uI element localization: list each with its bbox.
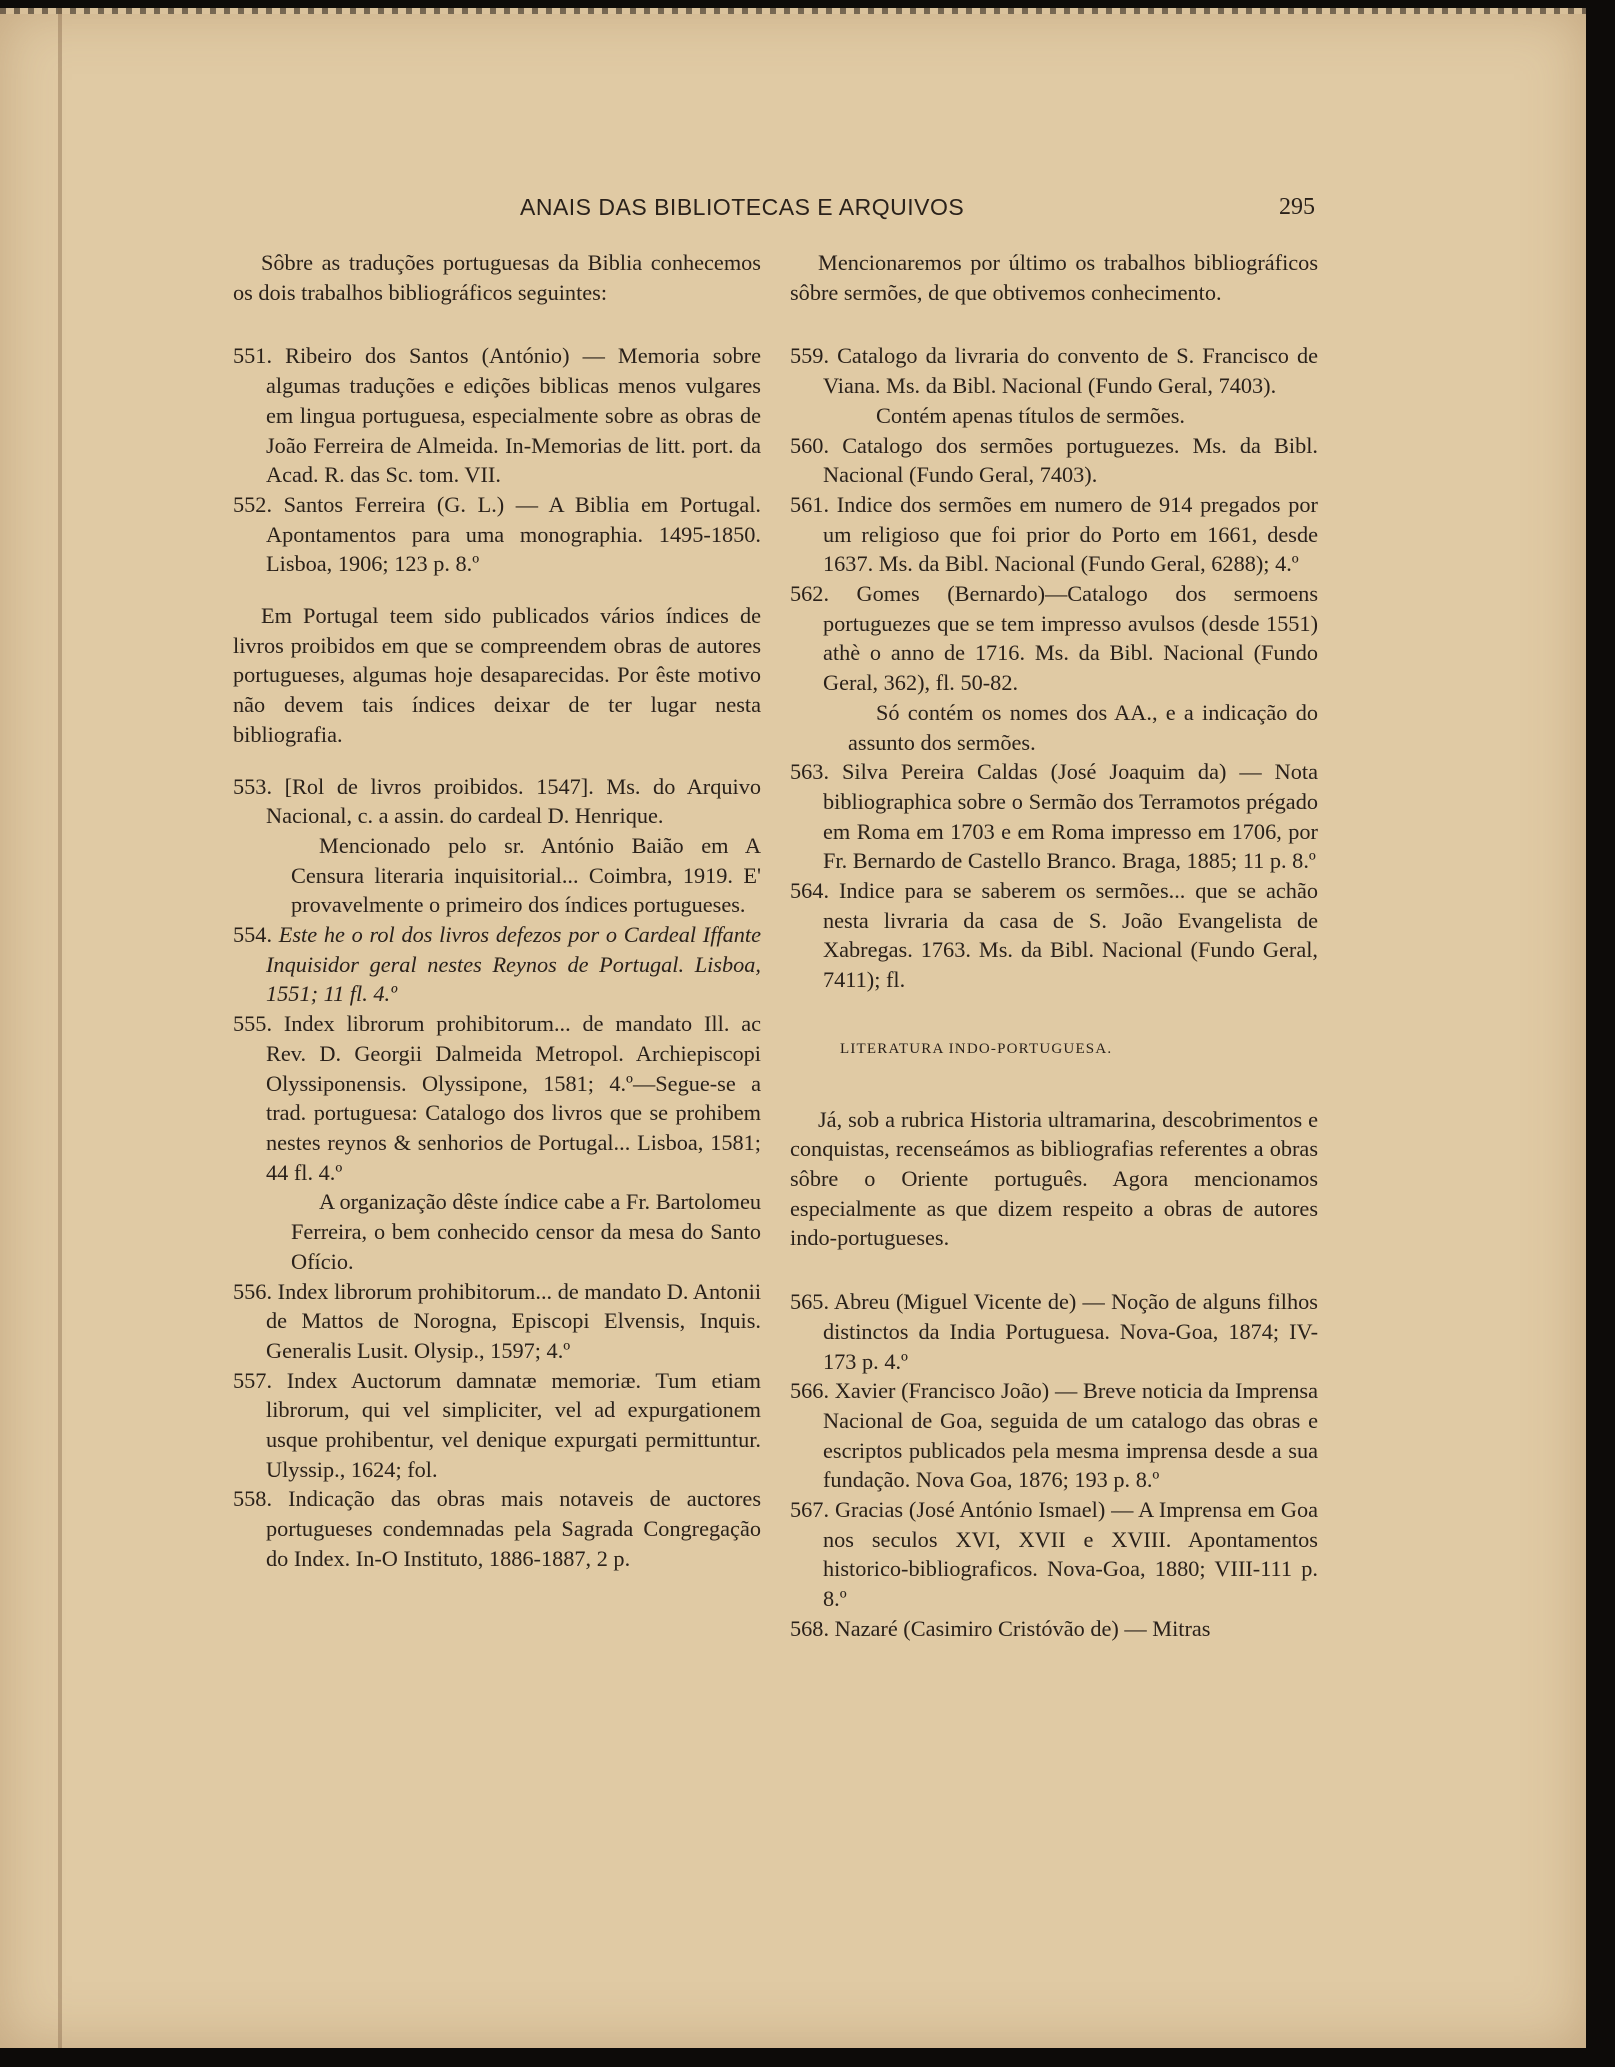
section-heading: LITERATURA INDO-PORTUGUESA. xyxy=(840,1040,1113,1057)
entry-number: 551. xyxy=(233,343,273,369)
entries-553-558 xyxy=(233,772,761,1574)
entry-number: 563. xyxy=(790,759,830,785)
entry-number: 557. xyxy=(233,1367,273,1393)
entry-text: Index Auctorum damnatæ memoriæ. Tum etiam librorum, qui vel simpliciter, vel ad expurgationem usque prohibentur, vel denique expurgati permittuntur. Ulyssip., 1624; fol. xyxy=(266,1367,762,1482)
entry-number: 565. xyxy=(790,1289,830,1315)
entry-text: Santos Ferreira (G. L.) — A Biblia em Portugal. Apontamentos para uma monographia. 1495-1850. Lisboa, 1906; 123 p. 8.º xyxy=(266,491,761,577)
page-number: 295 xyxy=(1279,194,1315,220)
entry-text: Nazaré (Casimiro Cristóvão de) — Mitras xyxy=(834,1615,1211,1641)
entry-text: Index librorum prohibitorum... de mandato Ill. ac Rev. D. Georgii Dalmeida Metropol. Archiepiscopi Olyssiponensis. Olyssipone, 1581; 4.º—Segue-se a trad. portuguesa: Catalogo dos livros que se prohibem nestes reynos & senhorios de Portugal... Lisboa, 1581; 44 fl. 4.º xyxy=(266,1011,762,1185)
entry-551 xyxy=(233,341,761,490)
entry-564 xyxy=(790,876,1318,995)
entries-559-564 xyxy=(790,341,1318,994)
indo-portuguese-paragraph: Já, sob a rubrica Historia ultramarina, descobrimentos e conquistas, recenseámos as bibliografias referentes a obras sôbre o Oriente português. Agora mencionamos especialmente as que dizem respeito a obras de autores indo-portugueses. xyxy=(790,1106,1318,1251)
entry-554: 554. Este he o rol dos livros defezos por o Cardeal Iffante Inquisidor geral nestes Reynos de Portugal. Lisboa, 1551; 11 fl. 4.º xyxy=(233,922,761,1007)
entry-number: 568. xyxy=(790,1615,830,1641)
note-553: Mencionado pelo sr. António Baião em A Censura literaria inquisitorial... Coimbra, 1919. E' provavelmente o primeiro dos índices portugueses. xyxy=(291,832,761,918)
entry-565 xyxy=(790,1287,1318,1376)
entry-563 xyxy=(790,757,1318,876)
entry-number: 552. xyxy=(233,491,273,517)
entry-text: Index librorum prohibitorum... de mandato D. Antonii de Mattos de Norogna, Episcopi Elvensis, Inquis. Generalis Lusit. Olysip., 1597; 4.º xyxy=(266,1278,762,1363)
entry-text: Xavier (Francisco João) — Breve noticia da Imprensa Nacional de Goa, seguida de um catalogo das obras e escriptos publicados pela mesma imprensa desde a sua fundação. Nova Goa, 1876; 193 p. 8.º xyxy=(823,1378,1318,1493)
entry-555: 555. Index librorum prohibitorum... de mandato Ill. ac Rev. D. Georgii Dalmeida Metropol. Archiepiscopi Olyssiponensis. Olyssipone, 1581; 4.º—Segue-se a trad. portuguesa: Catalogo dos livros que se prohibem nestes reynos & senhorios de Portugal... Lisboa, 1581; 44 fl. 4.º xyxy=(233,1011,762,1185)
entry-number: 566. xyxy=(790,1378,830,1404)
entry-552 xyxy=(233,490,761,579)
intro-paragraph: Sôbre as traduções portuguesas da Biblia conhecemos os dois trabalhos bibliográficos seguintes: xyxy=(233,250,761,305)
entry-553: 553. [Rol de livros proibidos. 1547]. Ms. do Arquivo Nacional, c. a assin. do cardeal D. Henrique. xyxy=(233,773,762,829)
entry-text: Abreu (Miguel Vicente de) — Noção de alguns filhos distinctos da India Portuguesa. Nova-Goa, 1874; IV-173 p. 4.º xyxy=(823,1289,1318,1374)
entry-number: 558. xyxy=(233,1486,273,1512)
entries-565-568 xyxy=(790,1287,1318,1643)
entry-text: Gracias (José António Ismael) — A Imprensa em Goa nos seculos XVI, XVII e XVIII. Apontamentos historico-bibliograficos. Nova-Goa, 1880; VIII-111 p. 8.º xyxy=(823,1497,1318,1612)
entry-text: Indicação das obras mais notaveis de auctores portugueses condemnadas pela Sagrada Congregação do Index. In-O Instituto, 1886-1887, 2 p. xyxy=(266,1486,762,1571)
entry-text: Silva Pereira Caldas (José Joaquim da) — Nota bibliographica sobre o Sermão dos Terramotos prégado em Roma em 1703 e em Roma impresso em 1706, por Fr. Bernardo de Castello Branco. Braga, 1885; 11 p. 8.º xyxy=(823,759,1318,874)
entry-556 xyxy=(233,1277,761,1366)
entry-number: 564. xyxy=(790,878,830,904)
note-559: Contém apenas títulos de sermões. xyxy=(876,402,1185,428)
sermons-intro: Mencionaremos por último os trabalhos bibliográficos sôbre sermões, de que obtivemos conhecimento. xyxy=(790,250,1318,305)
entry-text: Indice para se saberem os sermões... que se achão nesta livraria da casa de S. João Evangelista de Xabregas. 1763. Ms. da Bibl. Nacional (Fundo Geral, 7411); fl. xyxy=(823,878,1318,993)
entries-551-552 xyxy=(233,341,761,579)
entry-text: Indice dos sermões em numero de 914 pregados por um religioso que foi prior do Porto em 1661, desde 1637. Ms. da Bibl. Nacional (Fundo Geral, 6288); 4.º xyxy=(823,491,1318,577)
entry-text: Catalogo dos sermões portuguezes. Ms. da Bibl. Nacional (Fundo Geral, 7403). xyxy=(823,432,1318,488)
entry-559: 559. Catalogo da livraria do convento de S. Francisco de Viana. Ms. da Bibl. Nacional (Fundo Geral, 7403). xyxy=(790,343,1319,399)
entry-number: 560. xyxy=(790,432,830,458)
entry-558 xyxy=(233,1484,761,1573)
running-header xyxy=(520,194,1315,228)
entry-560 xyxy=(790,431,1318,490)
entry-567 xyxy=(790,1495,1318,1614)
running-title: ANAIS DAS BIBLIOTECAS E ARQUIVOS xyxy=(520,194,965,220)
entry-text: Este he o rol dos livros defezos por o Cardeal Iffante Inquisidor geral nestes Reynos de Portugal. Lisboa, 1551; 11 fl. 4.º xyxy=(266,922,761,1007)
entry-text: [Rol de livros proibidos. 1547]. Ms. do Arquivo Nacional, c. a assin. do cardeal D. Henrique. xyxy=(266,773,762,829)
entry-562: 562. Gomes (Bernardo)—Catalogo dos sermoens portuguezes que se tem impresso avulsos (desde 1551) athè o anno de 1716. Ms. da Bibl. Nacional (Fundo Geral, 362), fl. 50-82. xyxy=(790,581,1319,696)
page-fold-line xyxy=(58,8,62,2048)
top-edge-damage xyxy=(0,8,1586,14)
entry-number: 567. xyxy=(790,1497,830,1523)
left-column xyxy=(233,248,761,1888)
entry-text: Ribeiro dos Santos (António) — Memoria sobre algumas traduções e edições biblicas menos vulgares em lingua portuguesa, especialmente sobre as obras de João Ferreira de Almeida. In-Memorias de litt. port. da Acad. R. das Sc. tom. VII. xyxy=(266,343,761,488)
entry-text: Gomes (Bernardo)—Catalogo dos sermoens portuguezes que se tem impresso avulsos (desde 1551) athè o anno de 1716. Ms. da Bibl. Nacional (Fundo Geral, 362), fl. 50-82. xyxy=(823,581,1319,696)
index-paragraph: Em Portugal teem sido publicados vários índices de livros proibidos em que se compreendem obras de autores portugueses, algumas hoje desaparecidas. Por êste motivo não devem tais índices deixar de ter lugar nesta bibliografia. xyxy=(233,603,761,747)
note-555: A organização dêste índice cabe a Fr. Bartolomeu Ferreira, o bem conhecido censor da mesa do Santo Ofício. xyxy=(291,1189,761,1274)
entry-568 xyxy=(790,1614,1318,1644)
entry-561 xyxy=(790,490,1318,579)
entry-number: 556. xyxy=(233,1278,273,1304)
entry-557 xyxy=(233,1366,761,1485)
right-column xyxy=(790,248,1318,1888)
note-562: Só contém os nomes dos AA., e a indicação do assunto dos sermões. xyxy=(848,699,1318,755)
entry-number: 561. xyxy=(790,491,830,517)
book-page xyxy=(0,8,1586,2048)
entry-text: Catalogo da livraria do convento de S. Francisco de Viana. Ms. da Bibl. Nacional (Fundo Geral, 7403). xyxy=(823,343,1319,399)
entry-566 xyxy=(790,1376,1318,1495)
